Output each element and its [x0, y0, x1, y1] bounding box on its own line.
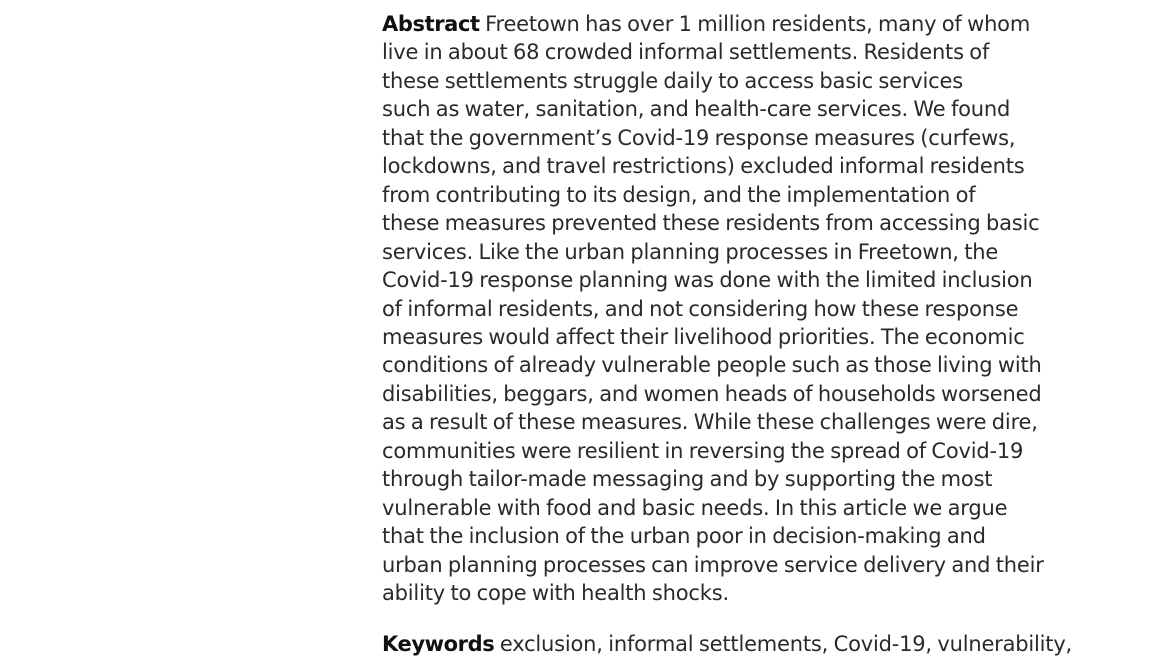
abstract-section [382, 10, 1102, 608]
abstract-text-line: ability to cope with health shocks. [382, 581, 729, 606]
abstract-text-line: measures would affect their livelihood priorities. The economic [382, 324, 1025, 349]
abstract-text-line: through tailor-made messaging and by supporting the most [382, 467, 993, 492]
abstract-text-line: that the inclusion of the urban poor in decision-making and [382, 524, 986, 549]
article-page [382, 10, 1102, 658]
abstract-text-line: such as water, sanitation, and health-care services. We found [382, 97, 1011, 122]
abstract-text-line: of informal residents, and not considering how these response [382, 296, 1019, 321]
abstract-text-line: live in about 68 crowded informal settlements. Residents of [382, 40, 990, 65]
abstract-text-line: these settlements struggle daily to access basic services [382, 68, 963, 93]
abstract-text-line: that the government’s Covid-19 response measures (curfews, [382, 125, 1016, 150]
abstract-text-line: urban planning processes can improve service delivery and their [382, 552, 1044, 577]
abstract-text-line: communities were resilient in reversing the spread of Covid-19 [382, 438, 1024, 463]
abstract-line-1 [382, 10, 1102, 38]
abstract-text-line: conditions of already vulnerable people such as those living with [382, 353, 1042, 378]
abstract-text-line: vulnerable with food and basic needs. In this article we argue [382, 495, 1008, 520]
abstract-text-line: these measures prevented these residents from accessing basic [382, 211, 1040, 236]
keywords-section [382, 630, 1102, 658]
abstract-text-line: from contributing to its design, and the implementation of [382, 182, 976, 207]
abstract-text-line: Covid-19 response planning was done with the limited inclusion [382, 268, 1033, 293]
abstract-text-line: services. Like the urban planning processes in Freetown, the [382, 239, 999, 264]
keywords-label: Keywords [382, 631, 495, 656]
keywords-line [382, 630, 1102, 658]
abstract-label: Abstract [382, 12, 480, 36]
abstract-text-line: lockdowns, and travel restrictions) excluded informal residents [382, 154, 1025, 179]
keywords-text: exclusion, informal settlements, Covid-19, vulnerability, [499, 631, 1073, 656]
abstract-text-line: as a result of these measures. While these challenges were dire, [382, 410, 1038, 435]
abstract-text-line: Freetown has over 1 million residents, many of whom [485, 12, 1031, 36]
abstract-text-line: disabilities, beggars, and women heads of households worsened [382, 381, 1042, 406]
